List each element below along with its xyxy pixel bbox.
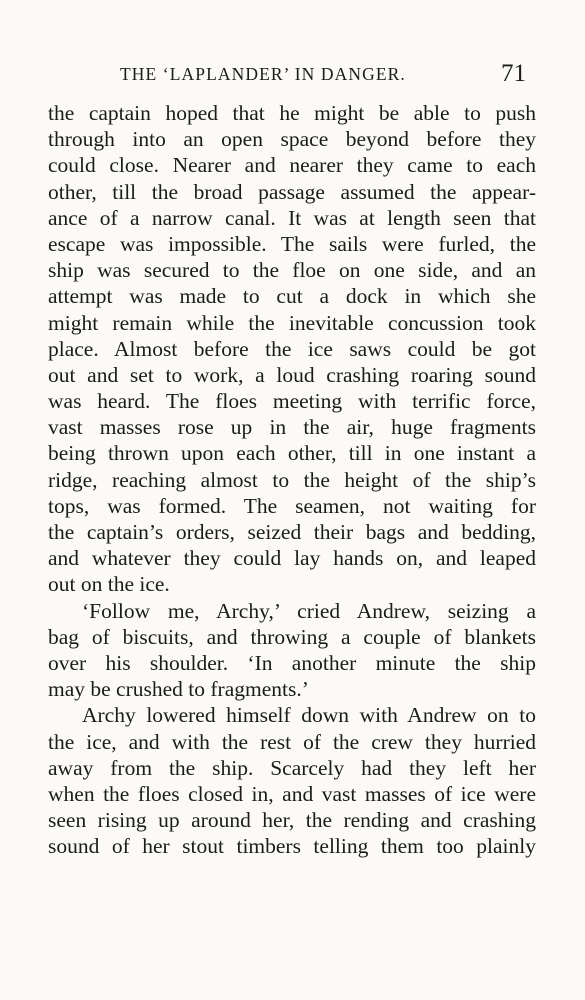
text-line: other, till the broad passage assumed the appear-: [48, 179, 536, 204]
text-line: bag of biscuits, and throwing a couple of blankets: [48, 624, 536, 649]
text-line: Archy lowered himself down with Andrew on to: [82, 703, 536, 728]
text-line: through into an open space beyond before they: [48, 127, 536, 152]
text-line: could close. Nearer and nearer they came to each: [48, 153, 536, 178]
text-line: may be crushed to fragments.’: [48, 677, 309, 702]
text-line: over his shoulder. ‘In another minute the ship: [48, 650, 536, 675]
text-line: sound of her stout timbers telling them too plainly: [48, 834, 536, 859]
text-line: seen rising up around her, the rending and crashing: [48, 808, 536, 833]
paragraph: [48, 100, 536, 598]
paragraph: [48, 702, 536, 859]
text-line: ridge, reaching almost to the height of the ship’s: [48, 467, 536, 492]
text-line: tops, was formed. The seamen, not waiting for: [48, 493, 536, 518]
text-line: the captain’s orders, seized their bags and bedding,: [48, 520, 536, 544]
text-line: when the floes closed in, and vast masses of ice were: [48, 781, 536, 806]
text-line: out on the ice.: [48, 572, 170, 597]
text-line: place. Almost before the ice saws could be got: [48, 336, 536, 361]
text-line: the captain hoped that he might be able to push: [48, 101, 536, 125]
text-line: escape was impossible. The sails were furled, the: [48, 231, 536, 256]
text-line: out and set to work, a loud crashing roaring sound: [48, 362, 536, 387]
body-text: [48, 100, 536, 859]
text-line: away from the ship. Scarcely had they left her: [48, 755, 536, 780]
text-line: ‘Follow me, Archy,’ cried Andrew, seizing a: [82, 598, 536, 623]
running-head: [48, 62, 536, 90]
page-number: 71: [501, 60, 526, 87]
text-line: and whatever they could lay hands on, and leaped: [48, 546, 536, 571]
text-line: was heard. The floes meeting with terrific force,: [48, 389, 536, 414]
text-line: the ice, and with the rest of the crew they hurried: [48, 729, 536, 754]
text-line: vast masses rose up in the air, huge fragments: [48, 415, 536, 440]
text-line: might remain while the inevitable concussion took: [48, 310, 536, 335]
text-line: attempt was made to cut a dock in which she: [48, 284, 536, 309]
text-line: ship was secured to the floe on one side, and an: [48, 258, 536, 283]
paragraph: [48, 598, 536, 703]
running-title: THE ‘LAPLANDER’ IN DANGER.: [120, 64, 406, 84]
text-line: being thrown upon each other, till in one instant a: [48, 441, 536, 466]
text-line: ance of a narrow canal. It was at length seen that: [48, 205, 536, 230]
